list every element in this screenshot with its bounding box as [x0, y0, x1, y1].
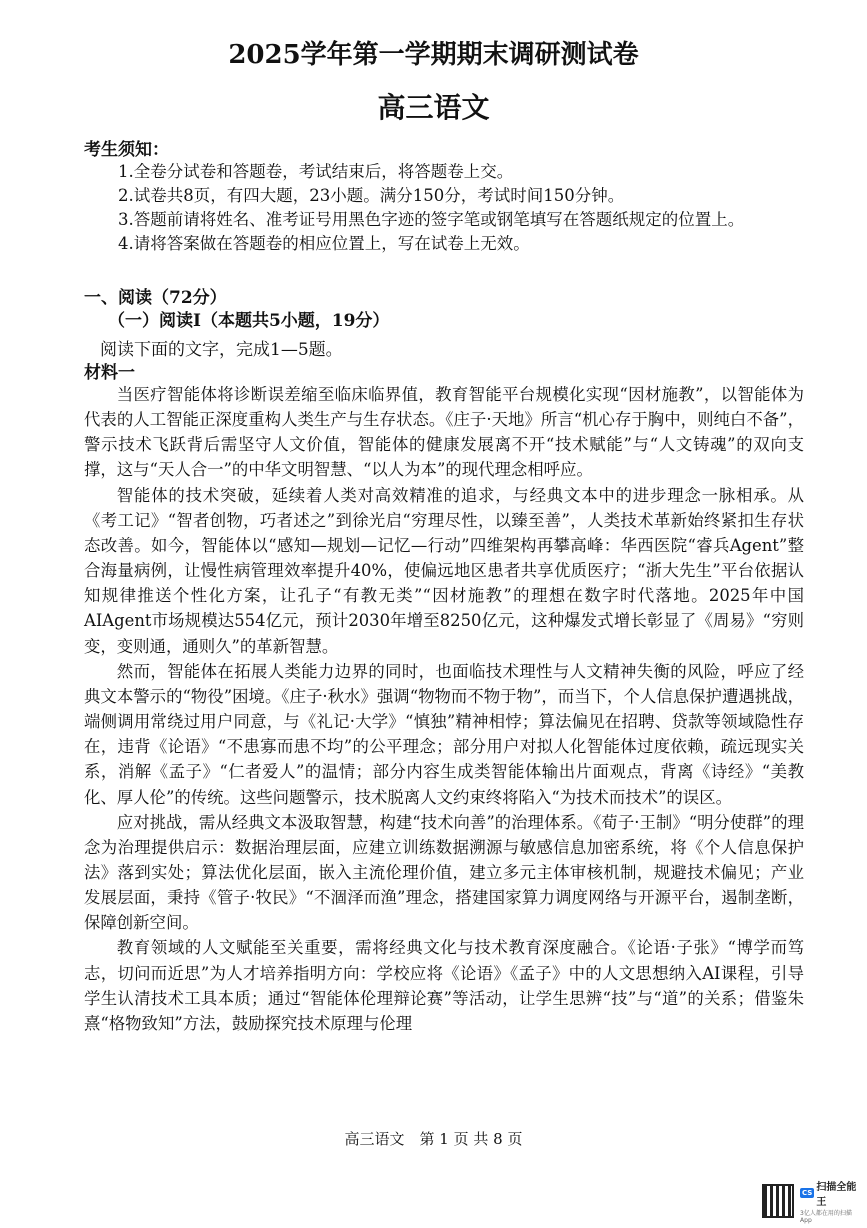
cs-logo-icon: CS	[802, 1189, 813, 1197]
reading-instruction: 阅读下面的文字，完成1—5题。	[100, 340, 343, 360]
watermark-name: 扫描全能王	[816, 1182, 857, 1208]
paragraph: 教育领域的人文赋能至关重要，需将经典文化与技术教育深度融合。《论语·子张》“博学而笃志，切问而近思”为人才培养指明方向：学校应将《论语》《孟子》中的人文思想纳入AI课程，引导学生认清技术工具本质；通过“智能体伦理辩论赛”等活动，让学生思辨“技”与“道”的关系；借鉴朱熹“格物致知”方法，鼓励探究技术原理与伦理	[84, 938, 804, 1033]
material-label: 材料一	[84, 363, 135, 383]
paragraph: 应对挑战，需从经典文本汲取智慧，构建“技术向善”的治理体系。《荀子·王制》“明分使群”的理念为治理提供启示：数据治理层面，应建立训练数据溯源与敏感信息加密系统，将《个人信息保护法》落到实处；算法优化层面，嵌入主流伦理价值，建立多元主体审核机制，规避技术偏见；产业发展层面，秉持《管子·牧民》“不涸泽而渔”理念，搭建国家算力调度网络与开源平台，遏制垄断，保障创新空间。	[84, 812, 804, 933]
scanner-watermark	[762, 1180, 862, 1222]
notice-heading: 考生须知：	[84, 140, 169, 160]
notice-list	[118, 160, 818, 256]
paragraph: 智能体的技术突破，延续着人类对高效精准的追求，与经典文本中的进步理念一脉相承。从《考工记》“智者创物，巧者述之”到徐光启“穷理尽性，以臻至善”，人类技术革新始终紧扣生存状态改善。如今，智能体以“感知—规划—记忆—行动”四维架构再攀高峰：华西医院“睿兵Agent”整合海量病例，让慢性病管理效率提升40%，使偏远地区患者共享优质医疗；“浙大先生”平台依据认知规律推送个性化方案，让孔子“有教无类”“因材施教”的理想在数字时代落地。2025年中国AIAgent市场规模达554亿元，预计2030年增至8250亿元，这种爆发式增长彰显了《周易》“穷则变，变则通，通则久”的革新智慧。	[84, 485, 804, 656]
notice-item: 3.答题前请将姓名、准考证号用黑色字迹的签字笔或钢笔填写在答题纸规定的位置上。	[118, 210, 745, 229]
subsection-heading: （一）阅读I（本题共5小题，19分）	[108, 311, 390, 331]
notice-item: 1.全卷分试卷和答题卷，考试结束后，将答题卷上交。	[118, 162, 514, 181]
section-heading: 一、阅读（72分）	[84, 288, 227, 308]
paragraph: 然而，智能体在拓展人类能力边界的同时，也面临技术理性与人文精神失衡的风险，呼应了经典文本警示的“物役”困境。《庄子·秋水》强调“物物而不物于物”，而当下，个人信息保护遭遇挑战，端侧调用常绕过用户同意，与《礼记·大学》“慎独”精神相悖；算法偏见在招聘、贷款等领域隐性存在，违背《论语》“不患寡而患不均”的公平理念；部分用户对拟人化智能体过度依赖，疏远现实关系，消解《孟子》“仁者爱人”的温情；部分内容生成类智能体输出片面观点，背离《诗经》“美教化、厚人伦”的传统。这些问题警示，技术脱离人文约束终将陷入“为技术而技术”的误区。	[84, 661, 804, 807]
notice-item: 2.试卷共8页，有四大题，23小题。满分150分，考试时间150分钟。	[118, 186, 625, 205]
paragraph: 当医疗智能体将诊断误差缩至临床临界值，教育智能平台规模化实现“因材施教”，以智能体为代表的人工智能正深度重构人类生产与生存状态。《庄子·天地》所言“机心存于胸中，则纯白不备”，警示技术飞跃背后需坚守人文价值，智能体的健康发展离不开“技术赋能”与“人文铸魂”的双向支撑，这与“天人合一”的中华文明智慧、“以人为本”的现代理念相呼应。	[84, 385, 804, 480]
qr-code-icon	[762, 1184, 794, 1218]
page-footer: 高三语文 第 1 页 共 8 页	[344, 1130, 523, 1148]
exam-title: 2025学年第一学期期末调研测试卷	[228, 40, 639, 70]
watermark-subtitle: 3亿人都在用的扫描App	[800, 1210, 852, 1224]
subject-title: 高三语文	[377, 91, 490, 124]
notice-item: 4.请将答案做在答题卷的相应位置上，写在试卷上无效。	[118, 234, 530, 253]
material-text	[84, 382, 804, 1036]
